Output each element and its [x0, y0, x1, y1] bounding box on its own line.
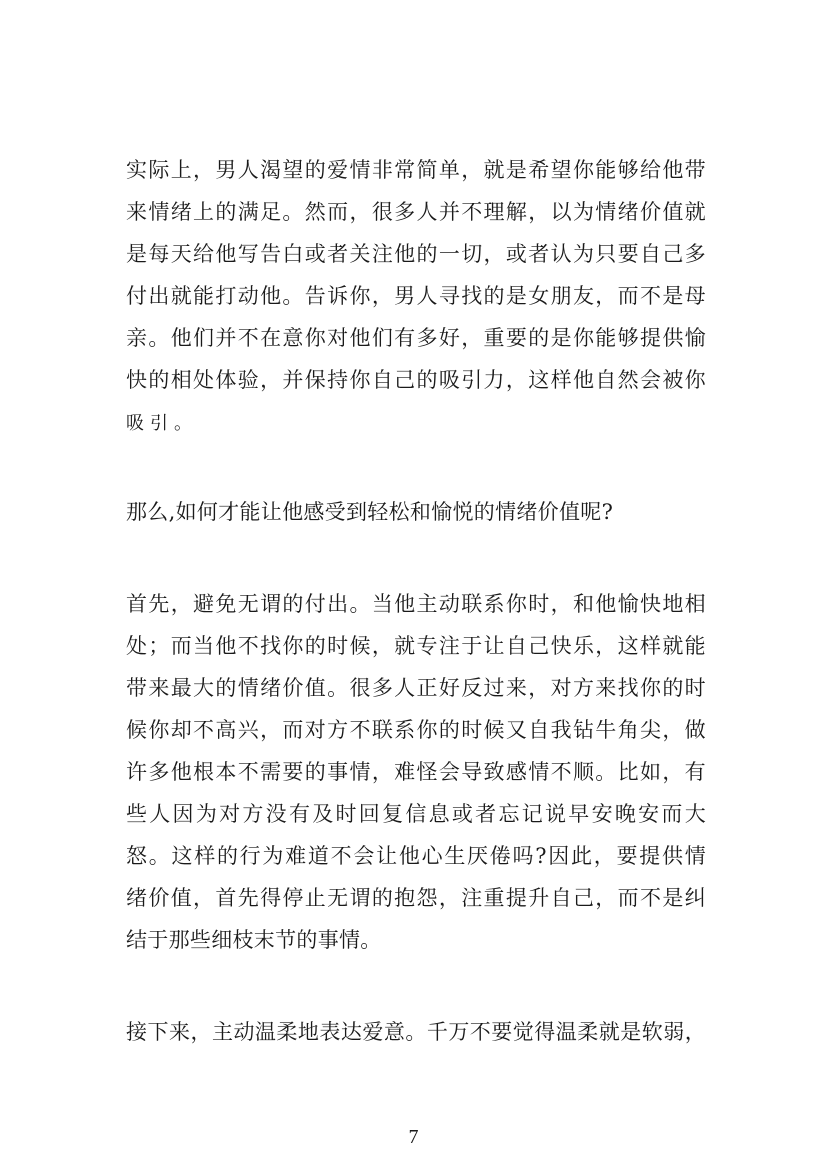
text-line: 接下来，主动温柔地表达爱意。千万不要觉得温柔就是软弱， — [126, 1020, 706, 1044]
text-line: 怒。这样的行为难道不会让他心生厌倦吗?因此，要提供情 — [126, 844, 706, 868]
text-line: 吸引。 — [126, 413, 198, 434]
text-line: 付出就能打动他。告诉你，男人寻找的是女朋友，而不是母 — [126, 284, 706, 308]
text-line: 来情绪上的满足。然而，很多人并不理解，以为情绪价值就 — [126, 200, 706, 224]
text-line: 实际上，男人渴望的爱情非常简单，就是希望你能够给他带 — [126, 158, 706, 182]
text-line: 绪价值，首先得停止无谓的抱怨，注重提升自己，而不是纠 — [126, 886, 706, 910]
text-line: 快的相处体验，并保持你自己的吸引力，这样他自然会被你 — [126, 368, 706, 392]
text-line: 许多他根本不需要的事情，难怪会导致感情不顺。比如，有 — [126, 760, 706, 784]
text-line: 首先，避免无谓的付出。当他主动联系你时，和他愉快地相 — [126, 592, 706, 616]
text-line: 候你却不高兴，而对方不联系你的时候又自我钻牛角尖，做 — [126, 718, 706, 742]
text-line: 那么,如何才能让他感受到轻松和愉悦的情绪价值呢? — [126, 500, 614, 524]
page-number: 7 — [408, 1126, 419, 1148]
text-line: 处；而当他不找你的时候，就专注于让自己快乐，这样就能 — [126, 634, 706, 658]
text-line: 结于那些细枝末节的事情。 — [126, 928, 382, 952]
text-line: 些人因为对方没有及时回复信息或者忘记说早安晚安而大 — [126, 802, 706, 826]
text-line: 是每天给他写告白或者关注他的一切，或者认为只要自己多 — [126, 242, 706, 266]
text-line: 亲。他们并不在意你对他们有多好，重要的是你能够提供愉 — [126, 326, 706, 350]
text-line: 带来最大的情绪价值。很多人正好反过来，对方来找你的时 — [126, 676, 706, 700]
